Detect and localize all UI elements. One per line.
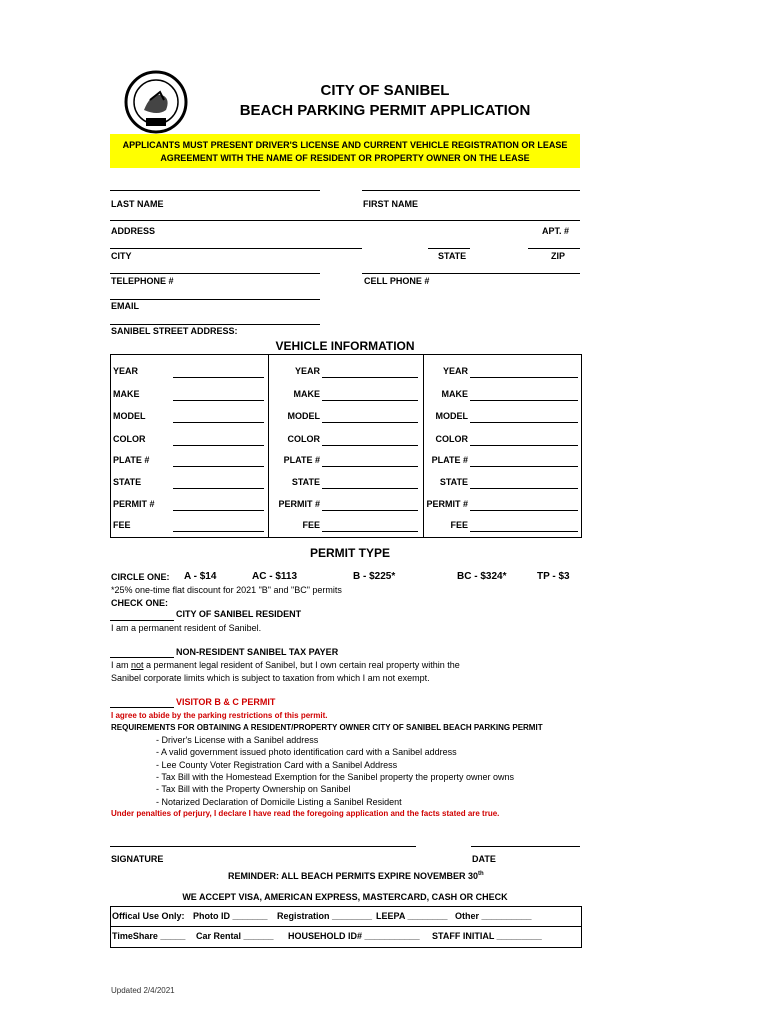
timeshare-field[interactable]: TimeShare _____ (112, 931, 186, 941)
vehicle-field-label: YEAR (113, 366, 139, 376)
requirement-item: - Notarized Declaration of Domicile Listing a Sanibel Resident (156, 797, 402, 807)
vehicle-input-line[interactable] (173, 466, 264, 467)
telephone-label: TELEPHONE # (111, 276, 174, 286)
requirement-item: - Tax Bill with the Homestead Exemption for the Sanibel property the property owner owns (156, 772, 515, 782)
page-title: BEACH PARKING PERMIT APPLICATION (239, 102, 531, 119)
vehicle-input-line[interactable] (173, 422, 264, 423)
city-line[interactable] (110, 248, 362, 249)
vehicle-field-label: YEAR (294, 366, 320, 376)
nonres-title: NON-RESIDENT SANIBEL TAX PAYER (176, 647, 339, 657)
vehicle-input-line[interactable] (322, 466, 418, 467)
check-one-label: CHECK ONE: (111, 598, 169, 608)
permit-option-a[interactable]: A - $14 (184, 571, 217, 582)
requirement-item: - Driver's License with a Sanibel address (156, 735, 319, 745)
state-label: STATE (438, 251, 467, 261)
address-line[interactable] (110, 220, 580, 221)
vehicle-input-line[interactable] (322, 488, 418, 489)
vehicle-input-line[interactable] (322, 422, 418, 423)
resident-text: I am a permanent resident of Sanibel. (111, 623, 262, 633)
nonres-text-1 (111, 660, 460, 670)
permit-heading: PERMIT TYPE (309, 546, 390, 560)
vehicle-input-line[interactable] (322, 400, 418, 401)
permit-option-ac[interactable]: AC - $113 (252, 571, 298, 582)
visitor-title: VISITOR B & C PERMIT (176, 697, 276, 707)
vehicle-field-label: PLATE # (431, 455, 468, 465)
circle-one-label: CIRCLE ONE: (111, 572, 170, 582)
vehicle-col-divider (268, 355, 269, 537)
nonres-checkbox-line[interactable] (110, 657, 174, 658)
vehicle-heading: VEHICLE INFORMATION (275, 339, 415, 353)
nonres-prefix: I am (111, 660, 132, 670)
leepa-field[interactable]: LEEPA ________ (376, 911, 448, 921)
perjury-statement: Under penalties of perjury, I declare I have read the foregoing application and the facts stated are true. (111, 809, 500, 818)
cell-label: CELL PHONE # (364, 276, 430, 286)
last-name-line[interactable] (110, 190, 320, 191)
zip-line[interactable] (528, 248, 580, 249)
vehicle-input-line[interactable] (470, 488, 578, 489)
vehicle-field-label: PLATE # (283, 455, 320, 465)
address-label: ADDRESS (111, 226, 156, 236)
vehicle-field-label: FEE (113, 520, 131, 530)
vehicle-input-line[interactable] (470, 400, 578, 401)
other-field[interactable]: Other __________ (455, 911, 532, 921)
vehicle-field-label: COLOR (113, 434, 146, 444)
photo-id-field[interactable]: Photo ID _______ (193, 911, 268, 921)
vehicle-input-line[interactable] (470, 531, 578, 532)
reminder-sup: th (478, 871, 484, 877)
state-line[interactable] (428, 248, 470, 249)
car-rental-field[interactable]: Car Rental ______ (196, 931, 274, 941)
vehicle-col-divider (423, 355, 424, 537)
vehicle-input-line[interactable] (470, 377, 578, 378)
official-use-label: Offical Use Only: (112, 911, 185, 921)
vehicle-field-label: MAKE (441, 389, 468, 399)
vehicle-input-line[interactable] (322, 445, 418, 446)
city-label: CITY (111, 251, 132, 261)
email-label: EMAIL (111, 301, 139, 311)
staff-initial-field[interactable]: STAFF INITIAL _________ (432, 931, 542, 941)
vehicle-input-line[interactable] (322, 531, 418, 532)
vehicle-field-label: PERMIT # (278, 499, 320, 509)
date-label: DATE (472, 854, 496, 864)
vehicle-input-line[interactable] (322, 510, 418, 511)
last-name-label: LAST NAME (111, 199, 164, 209)
vehicle-field-label: MODEL (113, 411, 146, 421)
requirements-title: REQUIREMENTS FOR OBTAINING A RESIDENT/PROPERTY OWNER CITY OF SANIBEL BEACH PARKING PERMIT (111, 723, 543, 732)
city-title: CITY OF SANIBEL (320, 82, 450, 99)
vehicle-field-label: MAKE (113, 389, 140, 399)
vehicle-field-label: MAKE (293, 389, 320, 399)
notice-line-1: APPLICANTS MUST PRESENT DRIVER'S LICENSE AND CURRENT VEHICLE REGISTRATION OR LEASE (122, 140, 568, 150)
vehicle-input-line[interactable] (173, 377, 264, 378)
nonres-text-2: Sanibel corporate limits which is subject to taxation from which I am not exempt. (111, 673, 430, 683)
notice-banner (110, 134, 580, 168)
reminder-main: REMINDER: ALL BEACH PERMITS EXPIRE NOVEMBER 30 (228, 871, 479, 881)
vehicle-field-label: STATE (439, 477, 468, 487)
visitor-checkbox-line[interactable] (110, 707, 174, 708)
vehicle-field-label: MODEL (287, 411, 320, 421)
vehicle-field-label: COLOR (287, 434, 320, 444)
requirement-item: - Tax Bill with the Property Ownership on Sanibel (156, 784, 351, 794)
payment-text: WE ACCEPT VISA, AMERICAN EXPRESS, MASTERCARD, CASH OR CHECK (182, 892, 508, 902)
vehicle-input-line[interactable] (173, 531, 264, 532)
vehicle-input-line[interactable] (173, 488, 264, 489)
vehicle-field-label: PLATE # (113, 455, 150, 465)
vehicle-input-line[interactable] (470, 466, 578, 467)
vehicle-input-line[interactable] (173, 510, 264, 511)
email-line[interactable] (110, 299, 320, 300)
vehicle-input-line[interactable] (470, 510, 578, 511)
official-divider (111, 926, 581, 927)
vehicle-input-line[interactable] (173, 400, 264, 401)
nonres-rest: a permanent legal resident of Sanibel, but I own certain real property within the (143, 660, 460, 670)
registration-field[interactable]: Registration ________ (277, 911, 373, 921)
vehicle-input-line[interactable] (470, 422, 578, 423)
discount-note: *25% one-time flat discount for 2021 "B" and "BC" permits (111, 585, 342, 595)
signature-line[interactable] (110, 846, 416, 847)
vehicle-field-label: PERMIT # (113, 499, 155, 509)
vehicle-field-label: MODEL (435, 411, 468, 421)
first-name-label: FIRST NAME (363, 199, 418, 209)
sanibel-address-label: SANIBEL STREET ADDRESS: (111, 326, 238, 336)
reminder-text (228, 871, 484, 881)
resident-checkbox-line[interactable] (110, 620, 174, 621)
vehicle-field-label: STATE (113, 477, 142, 487)
notice-line-2: AGREEMENT WITH THE NAME OF RESIDENT OR PROPERTY OWNER ON THE LEASE (160, 153, 530, 163)
signature-label: SIGNATURE (111, 854, 164, 864)
permit-option-tp[interactable]: TP - $3 (537, 571, 570, 582)
nonres-not: not (131, 660, 144, 670)
requirement-item: - A valid government issued photo identification card with a Sanibel address (156, 747, 457, 757)
cell-line[interactable] (362, 273, 580, 274)
first-name-line[interactable] (362, 190, 580, 191)
updated-date: Updated 2/4/2021 (111, 986, 175, 995)
vehicle-field-label: PERMIT # (426, 499, 468, 509)
vehicle-field-label: FEE (450, 520, 468, 530)
date-line[interactable] (471, 846, 580, 847)
vehicle-input-line[interactable] (173, 445, 264, 446)
agree-text: I agree to abide by the parking restrictions of this permit. (111, 711, 328, 720)
vehicle-field-label: FEE (302, 520, 320, 530)
telephone-line[interactable] (110, 273, 320, 274)
vehicle-field-label: YEAR (442, 366, 468, 376)
vehicle-field-label: COLOR (435, 434, 468, 444)
apt-label: APT. # (542, 226, 570, 236)
zip-label: ZIP (551, 251, 566, 261)
requirement-item: - Lee County Voter Registration Card with a Sanibel Address (156, 760, 398, 770)
sanibel-address-line[interactable] (110, 324, 320, 325)
permit-option-bc[interactable]: BC - $324* (457, 571, 507, 582)
vehicle-field-label: STATE (291, 477, 320, 487)
vehicle-input-line[interactable] (322, 377, 418, 378)
household-id-field[interactable]: HOUSEHOLD ID# ___________ (288, 931, 420, 941)
vehicle-input-line[interactable] (470, 445, 578, 446)
resident-title: CITY OF SANIBEL RESIDENT (176, 609, 302, 619)
permit-option-b[interactable]: B - $225* (353, 571, 396, 582)
